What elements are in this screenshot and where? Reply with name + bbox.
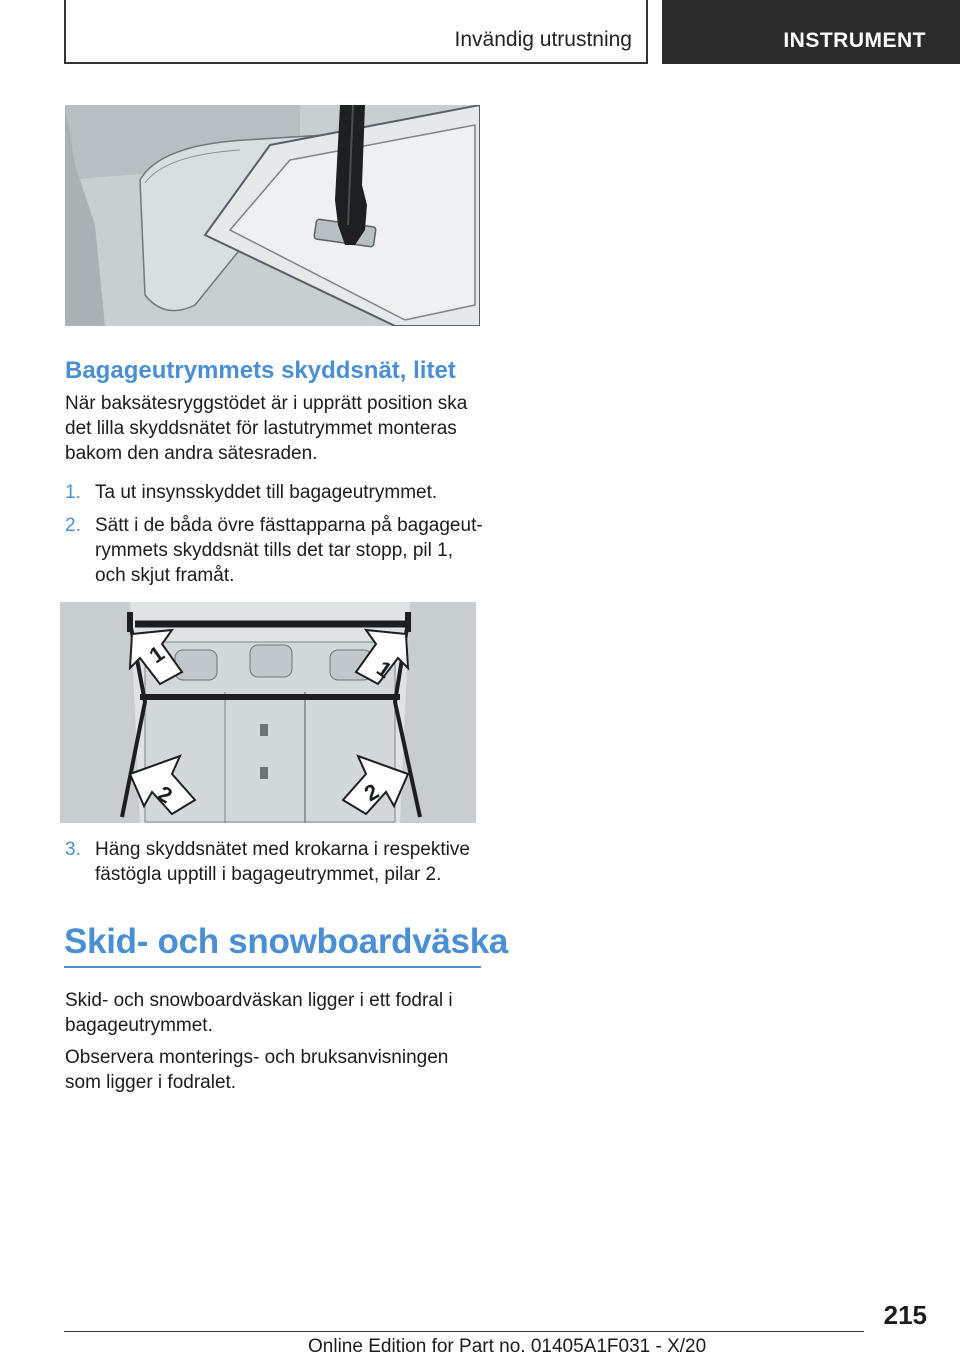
heading-underline (64, 966, 481, 968)
instruction-step (65, 513, 485, 588)
step-number: 3. (65, 839, 81, 860)
section-heading-ski-bag: Skid- och snowboardväska (64, 922, 509, 961)
header-chapter-title: INSTRUMENT (783, 29, 926, 52)
page-number: 215 (883, 1300, 927, 1330)
arrow-label: 1 (372, 655, 397, 684)
step-text: Ta ut insynsskyddet till bagageutrymmet. (95, 482, 438, 503)
net-mount-illustration (65, 105, 480, 326)
step-number: 1. (65, 482, 81, 503)
instruction-step (65, 480, 485, 505)
header-section-title: Invändig utrustning (454, 28, 632, 51)
footer-edition: Online Edition for Part no. 01405A1F031 - X/20 (308, 1336, 707, 1357)
body-paragraph: Observera monterings- och bruksanvisningen som ligger i fodralet. (65, 1047, 449, 1093)
section-intro-paragraph: När baksätesryggstödet är i upprätt position ska det lilla skyddsnätet för lastutrymmet monteras bakom den andra sätesraden. (65, 393, 468, 464)
step-number: 2. (65, 515, 81, 536)
instruction-step (65, 837, 485, 887)
arrow-label: 1 (144, 640, 169, 669)
arrow-label: 2 (153, 780, 177, 809)
footer-rule (64, 1331, 864, 1332)
chapter-tab (662, 0, 960, 64)
step-text: Häng skyddsnätet med krokarna i respektive fästögla upptill i bagageutrymmet, pilar 2. (95, 839, 470, 885)
section-heading-small-net: Bagageutrymmets skyddsnät, litet (65, 357, 456, 384)
body-paragraph: Skid- och snowboardväskan ligger i ett fodral i bagageutrymmet. (65, 990, 453, 1036)
step-text: Sätt i de båda övre fästtapparna på bagageut-rymmets skyddsnät tills det tar stopp, pil 1, och skjut framåt. (95, 515, 483, 586)
net-installation-illustration (60, 602, 476, 823)
arrow-label: 2 (360, 778, 384, 807)
running-header (64, 0, 648, 64)
